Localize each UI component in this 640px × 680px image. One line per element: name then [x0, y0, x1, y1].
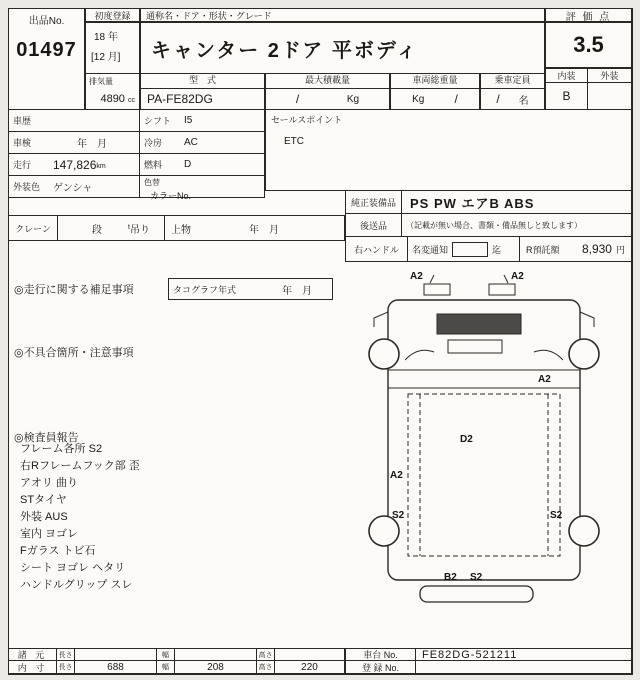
displacement-cell — [85, 73, 140, 110]
shift-cell — [139, 109, 265, 132]
deposit-label: R預託額 — [526, 244, 560, 255]
inspector-line: フレーム各所 S2 — [20, 443, 103, 455]
mileage-note-title: ◎走行に関する補足事項 — [14, 284, 134, 296]
height-label: 高さ — [257, 661, 275, 673]
recolor-cell — [139, 175, 265, 201]
chassis-table — [345, 648, 632, 674]
spec-height-value — [275, 649, 344, 661]
sales-point-value: ETC — [284, 136, 304, 147]
exterior-header: 外装 — [587, 68, 632, 83]
deposit-cell — [519, 236, 632, 262]
roof-marker-left — [424, 284, 450, 295]
exhibit-no-box — [8, 8, 85, 110]
later-items-label: 後送品 — [346, 214, 402, 236]
inner-row-label: 内 寸 — [9, 661, 57, 673]
inspector-title: ◎検査員報告 — [14, 432, 79, 444]
deposit-unit: 円 — [615, 244, 625, 255]
max-load-label: 最大積載量 — [266, 74, 389, 89]
gvw-cell — [390, 73, 480, 110]
shift-value: I5 — [184, 115, 193, 126]
right-mirror — [580, 312, 594, 327]
inspector-line: アオリ 曲り — [20, 477, 78, 489]
gvw-label: 車両総重量 — [391, 74, 479, 89]
uwamono-label: 上物 — [171, 224, 191, 236]
displacement-value: 4890 cc — [100, 93, 135, 105]
tachograph-cell — [168, 278, 333, 300]
inspection-label: 車検 — [13, 138, 32, 148]
damage-label-center: D2 — [460, 434, 473, 445]
handle-cell: 右ハンドル — [345, 236, 408, 262]
width-label: 幅 — [157, 661, 175, 673]
ac-label: 冷房 — [144, 138, 163, 148]
length-label: 長さ — [57, 649, 75, 661]
first-reg-header: 初度登録 — [85, 8, 140, 22]
height-label: 高さ — [257, 649, 275, 661]
front-left-wheel — [369, 339, 399, 369]
score-header: 評 価 点 — [545, 8, 632, 22]
inspector-line: 室内 ヨゴレ — [20, 528, 79, 540]
name-change-fill-box — [452, 242, 488, 257]
history-label: 車歴 — [13, 116, 32, 126]
score-value: 3.5 — [545, 22, 632, 68]
model-label: 型 式 — [141, 74, 264, 89]
damage-label-bottom-s: S2 — [470, 572, 483, 583]
crane-tsuri-label: $^t$吊り — [128, 223, 150, 236]
crane-row — [8, 215, 345, 241]
exterior-color-value: ゲンシャ — [53, 183, 93, 194]
exterior-color-label: 外装色 — [13, 182, 41, 192]
inner-width-value: 208 — [175, 661, 257, 673]
defect-title: ◎不具合箇所・注意事項 — [14, 347, 134, 359]
uwamono-zone — [164, 216, 344, 240]
damage-label-top-left: A2 — [410, 271, 423, 282]
windshield — [437, 314, 521, 334]
spec-length-value — [75, 649, 157, 661]
registration-value — [416, 661, 631, 673]
inspection-value: 年 月 — [77, 139, 107, 150]
top-right-arrow — [504, 275, 508, 283]
model-value: PA-FE82DG — [147, 92, 213, 106]
later-items-cell — [345, 213, 632, 237]
truck-damage-diagram — [348, 266, 626, 644]
mileage-unit: km — [96, 163, 106, 170]
width-label: 幅 — [157, 649, 175, 661]
mileage-label: 走行 — [13, 160, 32, 170]
inspector-report-list — [20, 441, 140, 594]
crane-label: クレーン — [9, 216, 58, 240]
left-mirror — [374, 312, 388, 327]
model-cell — [140, 73, 265, 110]
crane-spec-zone — [58, 216, 164, 240]
equipment-value: PS PW エアB ABS — [410, 195, 535, 211]
recolor-label: 色替 — [144, 178, 160, 187]
exhibit-no-label: 出品No. — [28, 16, 65, 27]
damage-label-bottom-b: B2 — [444, 572, 457, 583]
deposit-value: 8,930 — [581, 242, 612, 256]
mileage-value: 147,826 — [53, 157, 97, 172]
top-left-arrow — [430, 275, 434, 283]
tachograph-label: タコグラフ年式 — [173, 284, 237, 295]
sales-point-cell — [265, 109, 632, 191]
displacement-label: 排気量 — [89, 77, 113, 86]
interior-header: 内装 — [545, 68, 588, 83]
name-change-made-label: 迄 — [492, 244, 502, 255]
front-right-wheel — [569, 339, 599, 369]
inspector-line: 右Rフレームフック部 歪 — [20, 460, 140, 472]
ac-value: AC — [184, 137, 198, 148]
max-load-unit: Kg — [346, 93, 360, 105]
equipment-label: 純正装備品 — [346, 191, 402, 213]
inspector-line: STタイヤ — [20, 494, 67, 506]
truck-body-outline — [388, 300, 580, 580]
first-reg-month: [12 月] — [91, 52, 121, 63]
registration-label: 登 録 No. — [346, 661, 416, 673]
length-label: 長さ — [57, 661, 75, 673]
vehicle-name-header: 通称名・ドア・形状・グレード — [140, 8, 545, 22]
equipment-cell — [345, 190, 632, 214]
shift-label: シフト — [144, 116, 172, 126]
max-load-slash: / — [295, 92, 300, 106]
sales-point-label: セールスポイント — [271, 115, 343, 125]
inner-length-value: 688 — [75, 661, 157, 673]
spec-width-value — [175, 649, 257, 661]
later-items-note: （記載が無い場合、書類・備品無しと致します） — [406, 220, 582, 230]
damage-label-rear-left: S2 — [392, 510, 405, 521]
crane-dan-label: 段 — [92, 224, 102, 236]
capacity-cell — [480, 73, 545, 110]
exterior-grade — [587, 82, 632, 110]
chassis-label: 車台 No. — [346, 649, 416, 661]
capacity-slash: / — [496, 92, 500, 106]
gvw-slash: / — [454, 92, 458, 106]
max-load-cell — [265, 73, 390, 110]
history-cell — [8, 109, 140, 132]
capacity-label: 乗車定員 — [481, 74, 544, 89]
name-change-cell — [407, 236, 520, 262]
first-reg-cell — [85, 22, 140, 74]
roof-marker-right — [489, 284, 515, 295]
inspector-line: ハンドルグリップ スレ — [20, 579, 133, 591]
exhibit-no-value: 01497 — [16, 39, 77, 61]
damage-label-top-right: A2 — [511, 271, 524, 282]
gvw-unit: Kg — [412, 93, 425, 105]
spec-row-label: 諸 元 — [9, 649, 57, 661]
capacity-unit: 名 — [518, 95, 529, 107]
exterior-color-cell — [8, 175, 140, 198]
inspection-cell — [8, 131, 140, 154]
fuel-value: D — [184, 159, 192, 170]
chassis-value: FE82DG-521211 — [416, 649, 631, 661]
mileage-cell — [8, 153, 140, 176]
fuel-label: 燃料 — [144, 160, 163, 170]
uwamono-value: 年 月 — [249, 224, 279, 236]
color-no-label: カラーNo. — [150, 191, 192, 201]
damage-label-right-side: A2 — [538, 374, 551, 385]
fuel-cell — [139, 153, 265, 176]
interior-grade: B — [545, 82, 588, 110]
tachograph-value: 年 月 — [282, 285, 312, 297]
dimensions-table — [8, 648, 345, 674]
displacement-unit: cc — [128, 97, 135, 104]
ac-cell — [139, 131, 265, 154]
damage-label-left-side: A2 — [390, 470, 403, 481]
damage-label-rear-right: S2 — [550, 510, 563, 521]
first-reg-year: 18 年 — [94, 32, 118, 43]
rear-right-wheel — [569, 516, 599, 546]
inspector-line: Fガラス トビ石 — [20, 545, 96, 557]
vehicle-name: キャンター 2ドア 平ボディ — [140, 22, 545, 74]
rear-bumper — [420, 586, 533, 602]
name-change-label: 名変通知 — [412, 244, 449, 255]
inspector-line: シート ヨゴレ ヘタリ — [20, 562, 126, 574]
inner-height-value: 220 — [301, 661, 318, 673]
inspector-line: 外装 AUS — [20, 511, 68, 523]
